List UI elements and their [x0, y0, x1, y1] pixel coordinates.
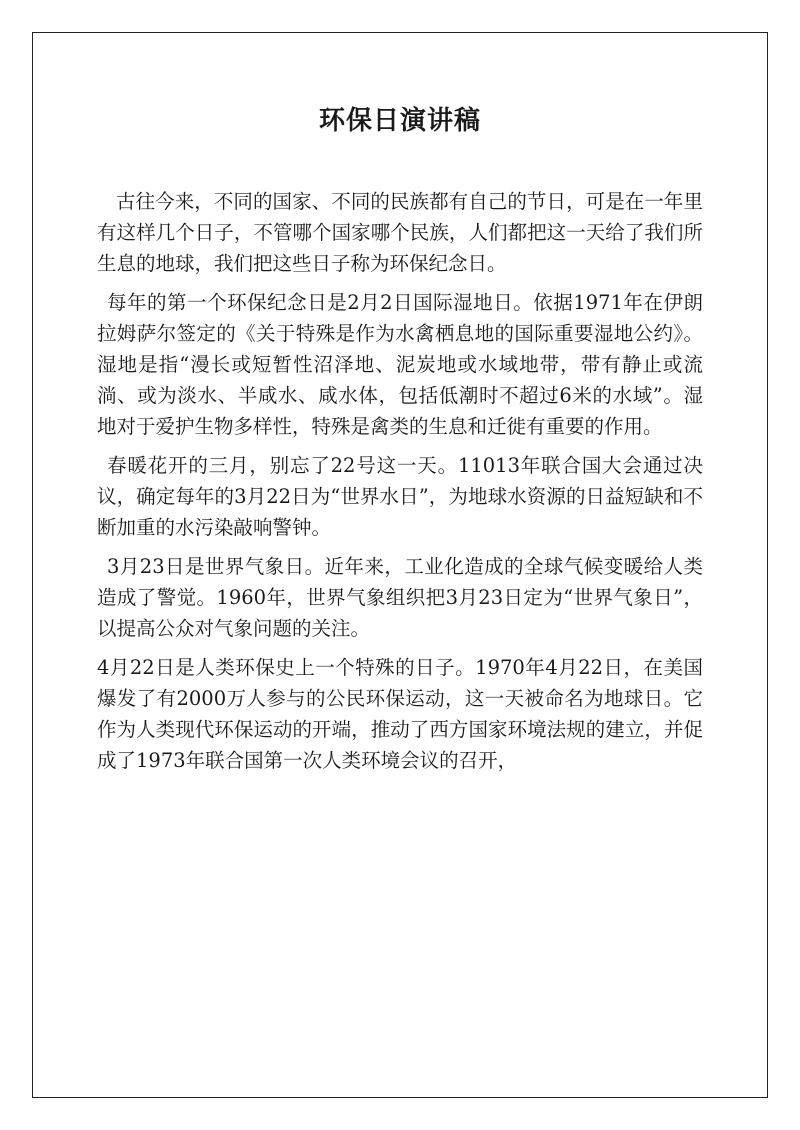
paragraph-earth-day: 4月22日是人类环保史上一个特殊的日子。1970年4月22日，在美国爆发了有2000万人参与的公民环保运动，这一天被命名为地球日。它作为人类现代环保运动的开端，推动了西方国家环境法规的建立，并促成了1973年联合国第一次人类环境会议的召开， — [97, 656, 703, 772]
paragraph-meteorological-day: 3月23日是世界气象日。近年来，工业化造成的全球气候变暖给人类造成了警觉。1960年，世界气象组织把3月23日定为“世界气象日”，以提高公众对气象问题的关注。 — [97, 555, 703, 640]
paragraph-wetlands-day: 每年的第一个环保纪念日是2月2日国际湿地日。依据1971年在伊朗拉姆萨尔签定的《关于特殊是作为水禽栖息地的国际重要湿地公约》。湿地是指“漫长或短暂性沼泽地、泥炭地或水域地带，带有静止或流淌、或为淡水、半咸水、咸水体，包括低潮时不超过6米的水域”。湿地对于爱护生物多样性，特殊是禽类的生息和迁徙有重要的作用。 — [97, 291, 703, 438]
document-title: 环保日演讲稿 — [318, 106, 481, 136]
paragraph-intro: 古往今来，不同的国家、不同的民族都有自己的节日，可是在一年里有这样几个日子，不管哪个国家哪个民族，人们都把这一天给了我们所生息的地球，我们把这些日子称为环保纪念日。 — [97, 190, 703, 275]
document-body — [97, 186, 703, 784]
paragraph-water-day: 春暖花开的三月，别忘了22号这一天。11013年联合国大会通过决议，确定每年的3月22日为“世界水日”，为地球水资源的日益短缺和不断加重的水污染敲响警钟。 — [97, 454, 703, 539]
